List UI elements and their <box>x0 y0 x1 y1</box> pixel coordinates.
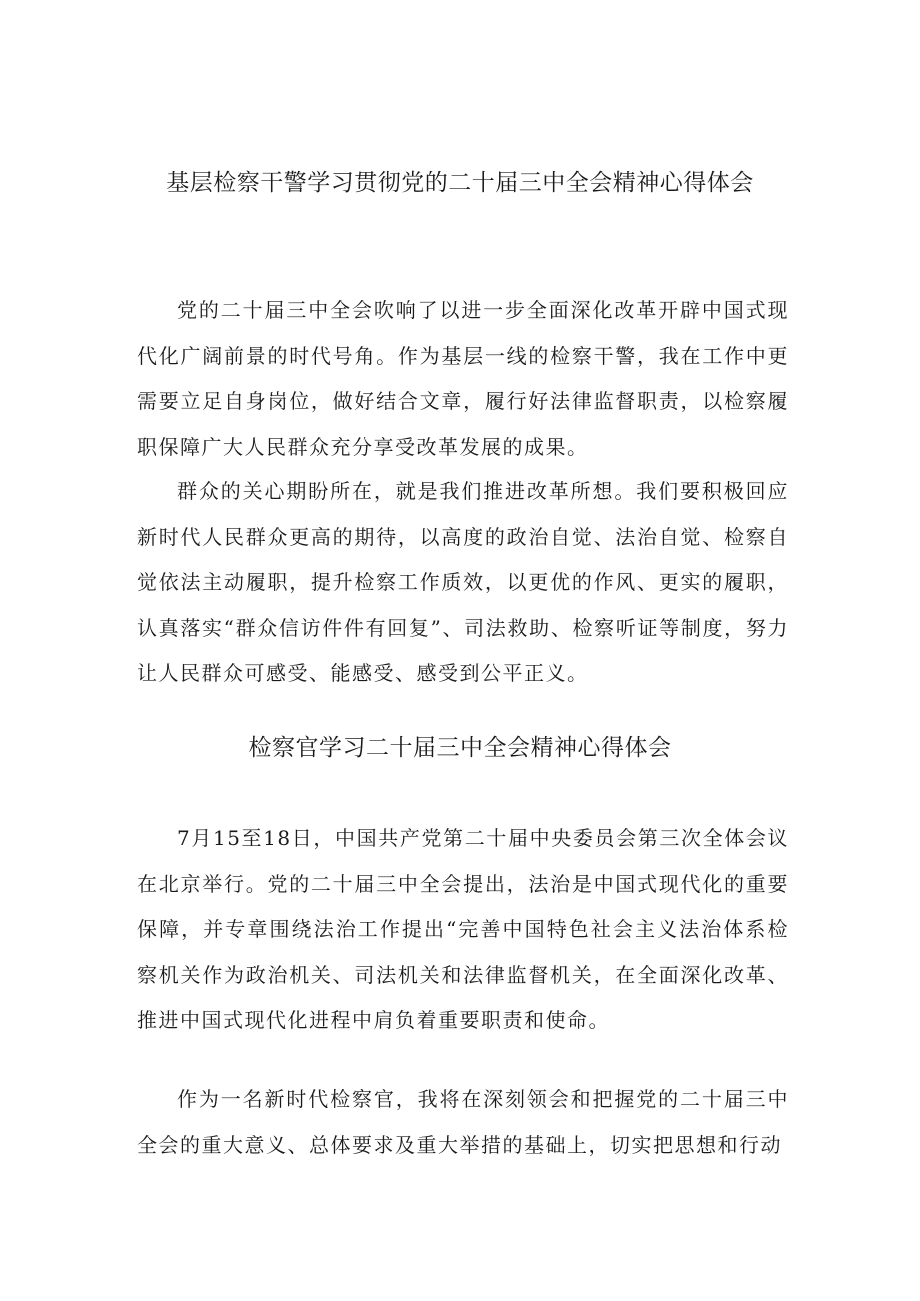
article-2-paragraph-1: 7月15至18日，中国共产党第二十届中央委员会第三次全体会议在北京举行。党的二十届三中全会提出，法治是中国式现代化的重要保障，并专章围绕法治工作提出“完善中国特色社会主义法治体系检察机关作为政治机关、司法机关和法律监督机关，在全面深化改革、推进中国式现代化进程中肩负着重要职责和使命。 <box>137 826 789 1032</box>
article-1-paragraph-1: 党的二十届三中全会吹响了以进一步全面深化改革开辟中国式现代化广阔前景的时代号角。作为基层一线的检察干警，我在工作中更需要立足自身岗位，做好结合文章，履行好法律监督职责，以检察履职保障广大人民群众充分享受改革发展的成果。 <box>137 298 789 459</box>
article-1-title: 基层检察干警学习贯彻党的二十届三中全会精神心得体会 <box>166 170 754 196</box>
article-2-title: 检察官学习二十届三中全会精神心得体会 <box>248 735 672 761</box>
article-2-paragraph-2: 作为一名新时代检察官，我将在深刻领会和把握党的二十届三中全会的重大意义、总体要求及重大举措的基础上，切实把思想和行动 <box>137 1087 789 1157</box>
article-1-paragraph-2: 群众的关心期盼所在，就是我们推进改革所想。我们要积极回应新时代人民群众更高的期待，以高度的政治自觉、法治自觉、检察自觉依法主动履职，提升检察工作质效，以更优的作风、更实的履职，认真落实“群众信访件件有回复”、司法救助、检察听证等制度，努力让人民群众可感受、能感受、感受到公平正义。 <box>137 479 789 685</box>
